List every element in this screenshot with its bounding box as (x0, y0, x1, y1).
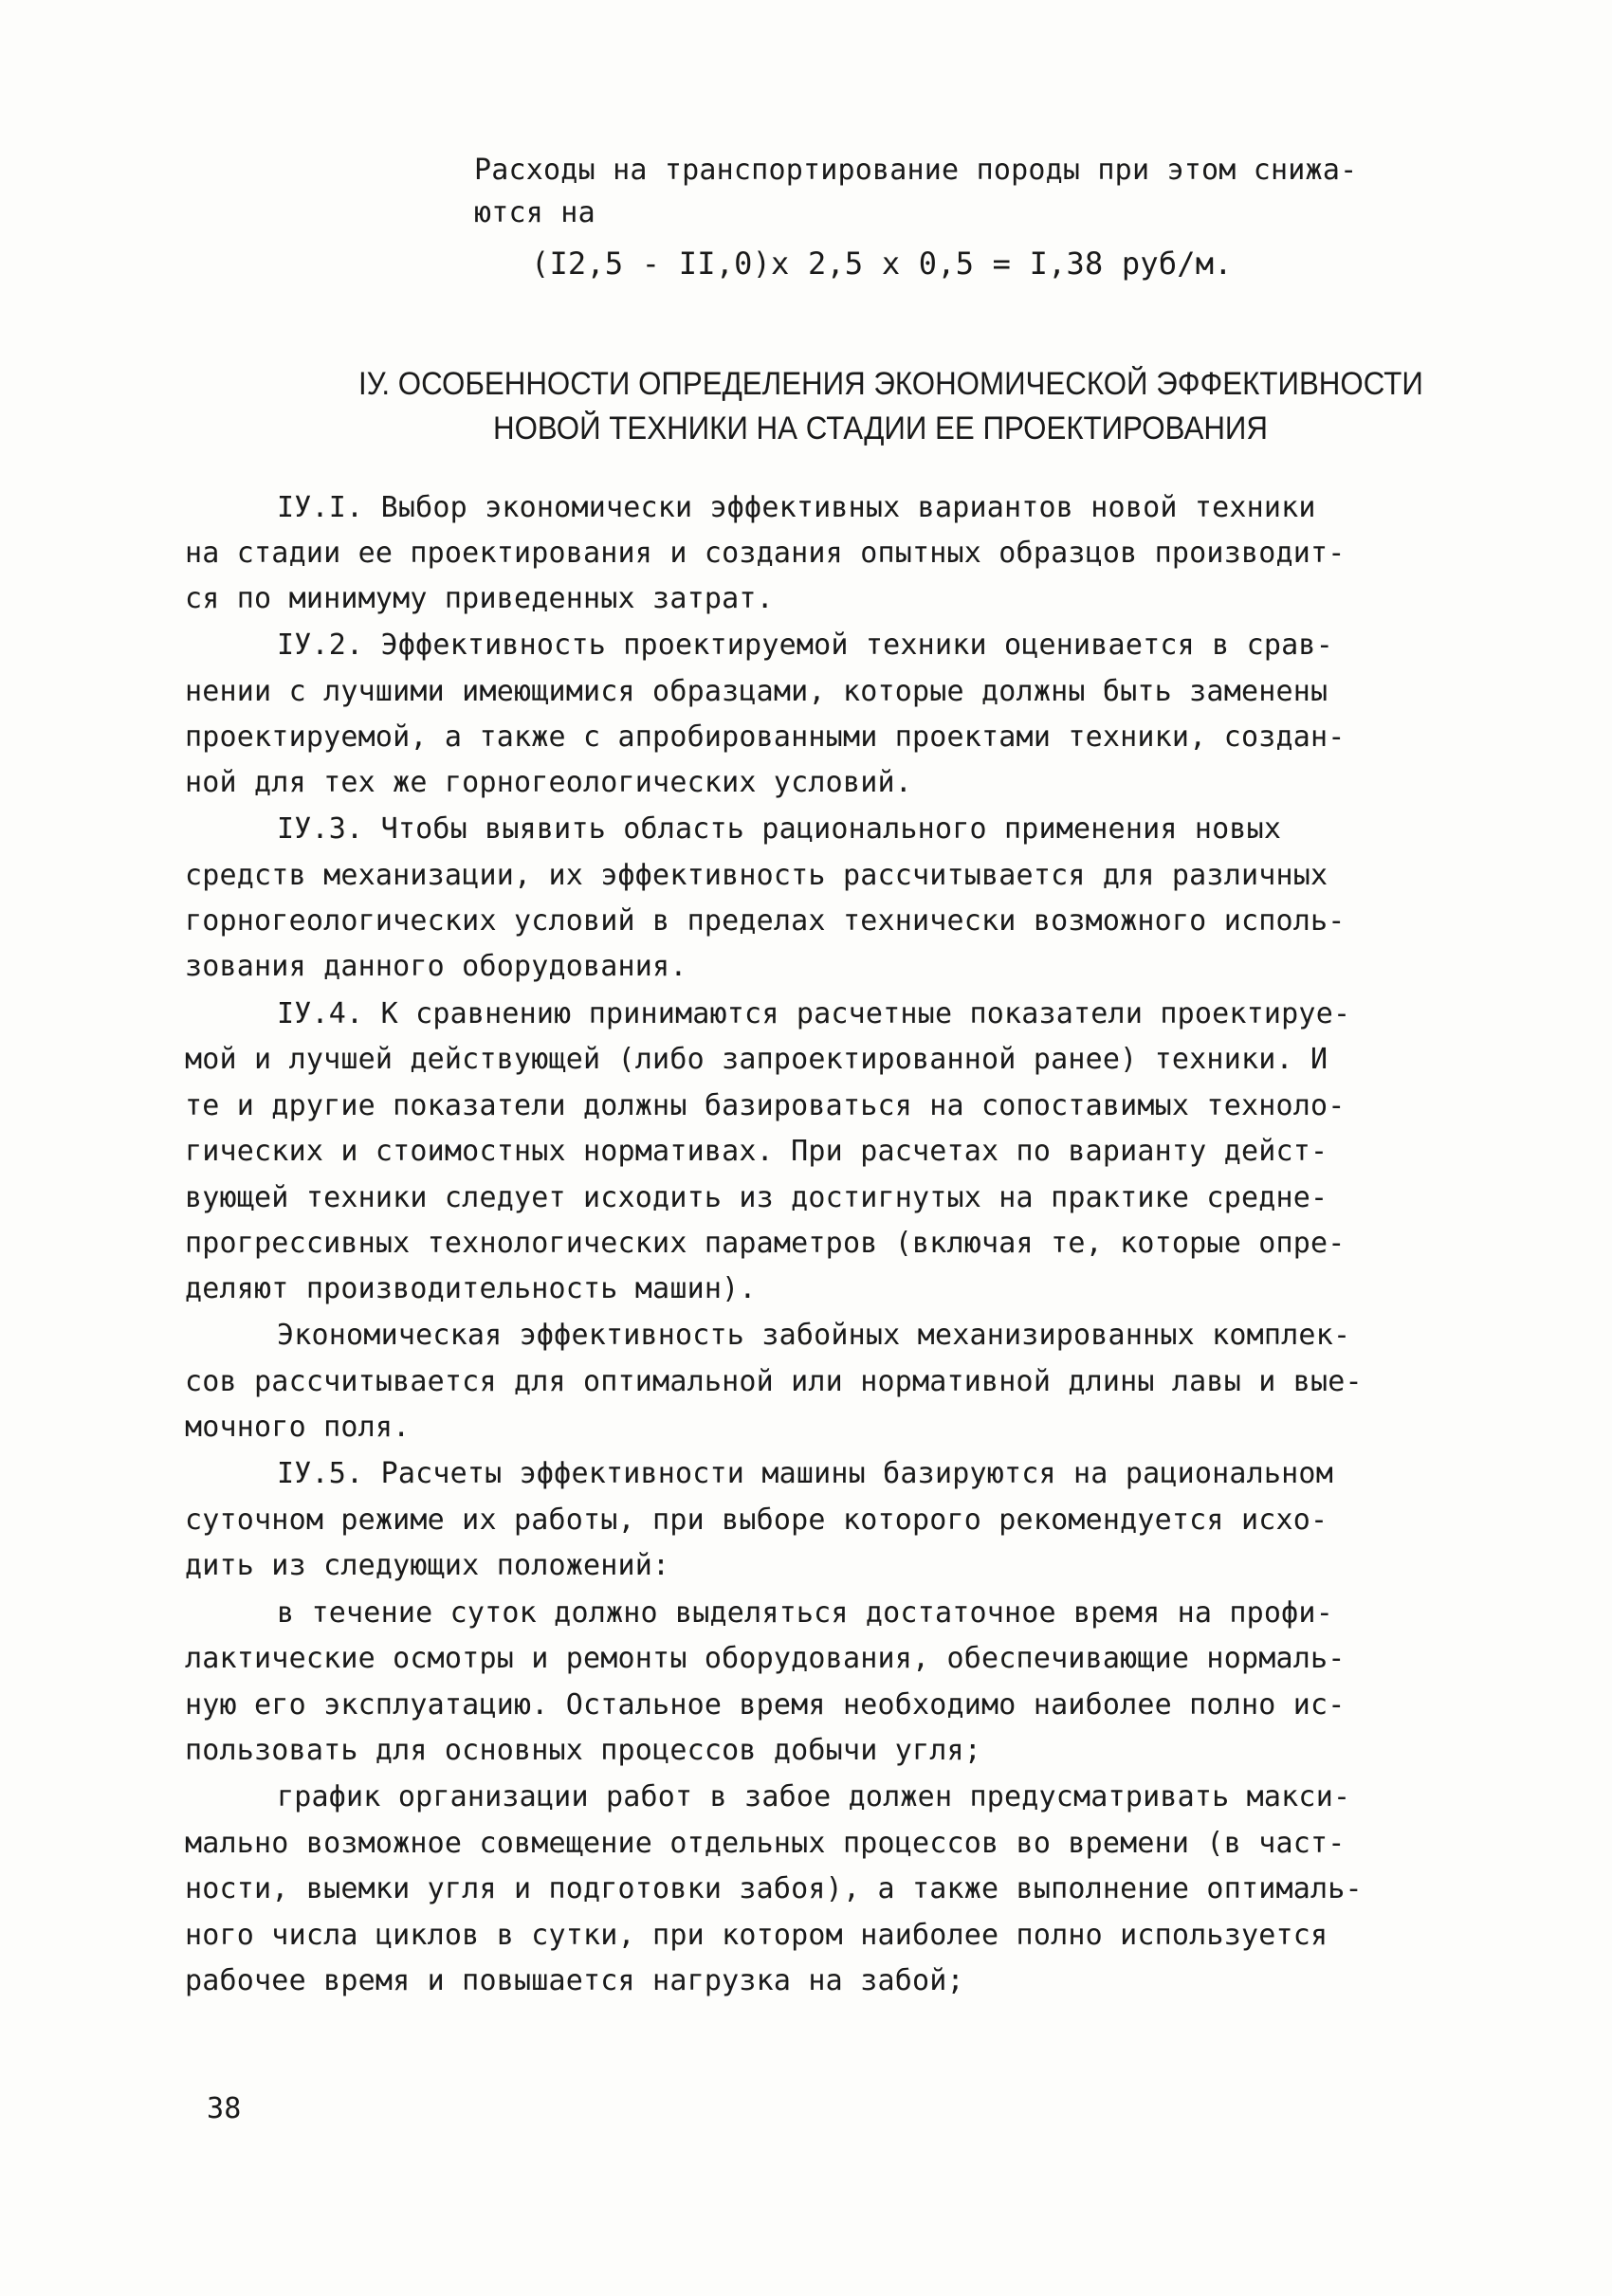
paragraph-3-line-2: средств механизации, их эффективность рассчитывается для различных (185, 859, 1328, 892)
section-heading-line-1: IУ. ОСОБЕННОСТИ ОПРЕДЕЛЕНИЯ ЭКОНОМИЧЕСКОЙ ЭФФЕКТИВНОСТИ (358, 366, 1423, 402)
intro-line-1: Расходы на транспортирование породы при этом снижа- (474, 154, 1358, 187)
paragraph-7-line-1: в течение суток должно выделяться достаточное время на профи- (277, 1596, 1333, 1630)
paragraph-2-line-2: нении с лучшими имеющимися образцами, которые должны быть заменены (185, 675, 1328, 708)
paragraph-5-line-2: сов рассчитывается для оптимальной или нормативной длины лавы и вые- (185, 1365, 1363, 1398)
paragraph-8-line-4: ного числа циклов в сутки, при котором наиболее полно используется (185, 1919, 1328, 1952)
cost-formula: (I2,5 - II,0)x 2,5 x 0,5 = I,38 руб/м. (531, 246, 1233, 282)
paragraph-1-line-3: ся по минимуму приведенных затрат. (185, 582, 774, 615)
paragraph-4-line-5: вующей техники следует исходить из достигнутых на практике средне- (185, 1181, 1328, 1214)
paragraph-6-line-2: суточном режиме их работы, при выборе которого рекомендуется исхо- (185, 1503, 1328, 1537)
paragraph-7-line-2: лактические осмотры и ремонты оборудования, обеспечивающие нормаль- (185, 1642, 1346, 1675)
paragraph-8-line-5: рабочее время и повышается нагрузка на забой; (185, 1964, 964, 1997)
paragraph-3-line-4: зования данного оборудования. (185, 950, 687, 983)
paragraph-7-line-3: ную его эксплуатацию. Остальное время необходимо наиболее полно ис- (185, 1688, 1346, 1722)
paragraph-7-line-4: пользовать для основных процессов добычи угля; (185, 1734, 982, 1767)
intro-line-2: ются на (474, 196, 595, 229)
section-heading-line-2: НОВОЙ ТЕХНИКИ НА СТАДИИ ЕЕ ПРОЕКТИРОВАНИЯ (493, 410, 1269, 446)
paragraph-5-line-3: мочного поля. (185, 1411, 411, 1444)
paragraph-3-line-3: горногеологических условий в пределах технически возможного исполь- (185, 904, 1346, 938)
paragraph-6-line-3: дить из следующих положений: (185, 1549, 670, 1582)
paragraph-8-line-1: график организации работ в забое должен предусматривать макси- (277, 1780, 1351, 1813)
paragraph-1-line-2: на стадии ее проектирования и создания опытных образцов производит- (185, 537, 1346, 570)
paragraph-2-line-1: IУ.2. Эффективность проектируемой техники оценивается в срав- (277, 629, 1333, 662)
paragraph-1-line-1: IУ.I. Выбор экономически эффективных вариантов новой техники (277, 491, 1316, 524)
paragraph-2-line-4: ной для тех же горногеологических условий. (185, 766, 912, 799)
paragraph-4-line-4: гических и стоимостных нормативах. При расчетах по варианту дейст- (185, 1135, 1328, 1168)
paragraph-4-line-7: деляют производительность машин). (185, 1272, 757, 1305)
paragraph-6-line-1: IУ.5. Расчеты эффективности машины базируются на рациональном (277, 1457, 1333, 1490)
paragraph-4-line-2: мой и лучшей действующей (либо запроектированной ранее) техники. И (185, 1043, 1328, 1076)
paragraph-3-line-1: IУ.3. Чтобы выявить область рационального применения новых (277, 812, 1282, 846)
paragraph-4-line-3: те и другие показатели должны базироваться на сопоставимых техноло- (185, 1089, 1346, 1122)
paragraph-8-line-3: ности, выемки угля и подготовки забоя), а также выполнение оптималь- (185, 1872, 1363, 1905)
paragraph-5-line-1: Экономическая эффективность забойных механизированных комплек- (277, 1319, 1351, 1352)
paragraph-2-line-3: проектируемой, а также с апробированными проектами техники, создан- (185, 720, 1346, 754)
paragraph-4-line-1: IУ.4. К сравнению принимаются расчетные показатели проектируе- (277, 997, 1351, 1030)
paragraph-8-line-2: мально возможное совмещение отдельных процессов во времени (в част- (185, 1827, 1346, 1860)
page-number: 38 (207, 2092, 242, 2125)
paragraph-4-line-6: прогрессивных технологических параметров (включая те, которые опре- (185, 1227, 1346, 1260)
